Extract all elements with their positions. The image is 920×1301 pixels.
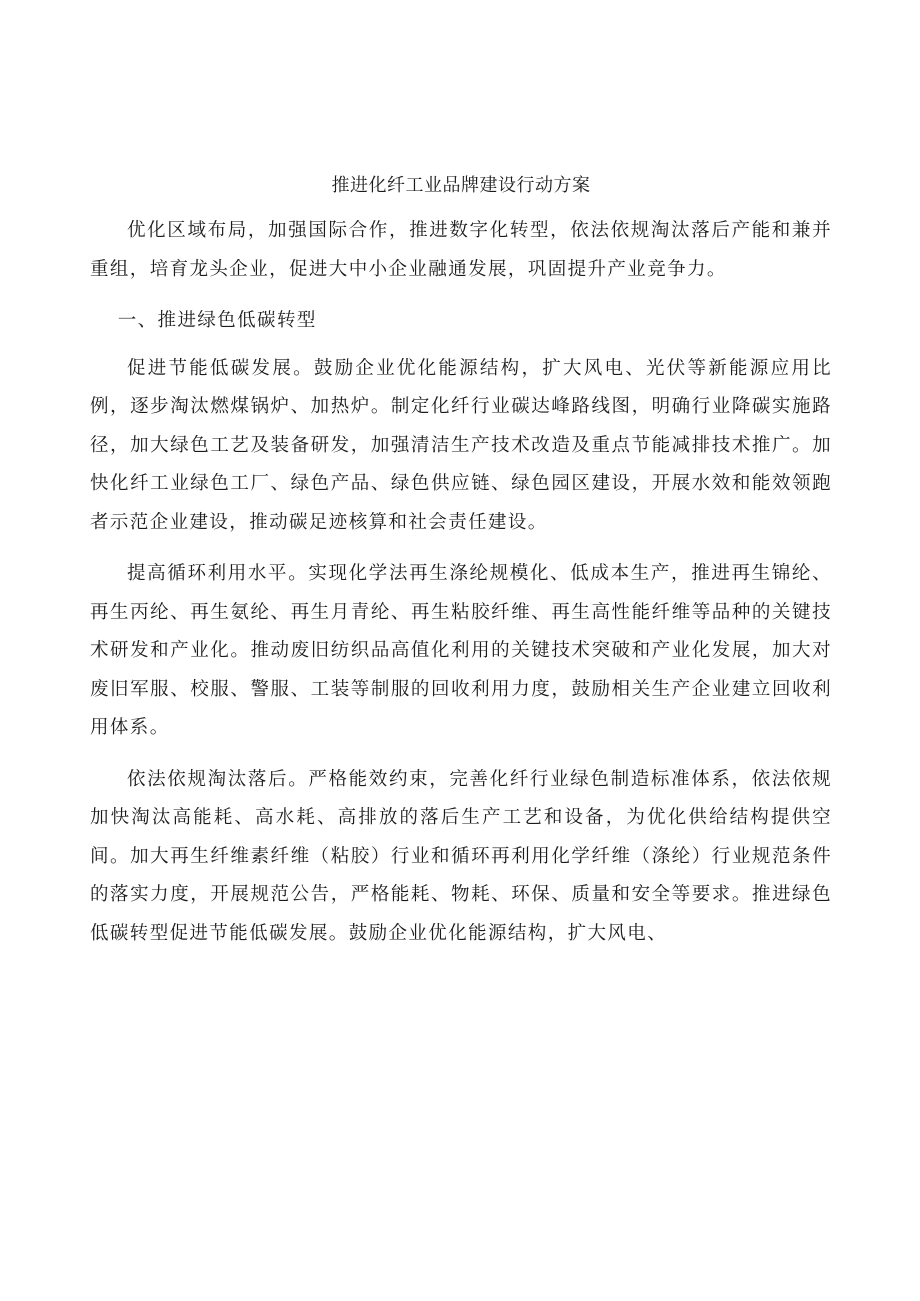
- section-heading: 一、推进绿色低碳转型: [117, 310, 317, 331]
- document-title: 推进化纤工业品牌建设行动方案: [331, 175, 591, 196]
- body-paragraph: 提高循环利用水平。实现化学法再生涤纶规模化、低成本生产，推进再生锦纶、再生丙纶、再生氨纶、再生月青纶、再生粘胶纤维、再生高性能纤维等品种的关键技术研发和产业化。推动废旧纺织品高值化利用的关键技术突破和产业化发展，加大对废旧军服、校服、警服、工装等制服的回收利用力度，鼓励相关生产企业建立回收利用体系。: [90, 563, 832, 738]
- intro-paragraph: 优化区域布局，加强国际合作，推进数字化转型，依法依规淘汰落后产能和兼并重组，培育龙头企业，促进大中小企业融通发展，巩固提升产业竞争力。: [90, 220, 832, 280]
- body-paragraph: 依法依规淘汰落后。严格能效约束，完善化纤行业绿色制造标准体系，依法依规加快淘汰高能耗、高水耗、高排放的落后生产工艺和设备，为优化供给结构提供空间。加大再生纤维素纤维（粘胶）行业和循环再利用化学纤维（涤纶）行业规范条件的落实力度，开展规范公告，严格能耗、物耗、环保、质量和安全等要求。推进绿色低碳转型促进节能低碳发展。鼓励企业优化能源结构，扩大风电、: [90, 768, 832, 944]
- body-paragraph: 促进节能低碳发展。鼓励企业优化能源结构，扩大风电、光伏等新能源应用比例，逐步淘汰燃煤锅炉、加热炉。制定化纤行业碳达峰路线图，明确行业降碳实施路径，加大绿色工艺及装备研发，加强清洁生产技术改造及重点节能减排技术推广。加快化纤工业绿色工厂、绿色产品、绿色供应链、绿色园区建设，开展水效和能效领跑者示范企业建设，推动碳足迹核算和社会责任建设。: [90, 357, 832, 533]
